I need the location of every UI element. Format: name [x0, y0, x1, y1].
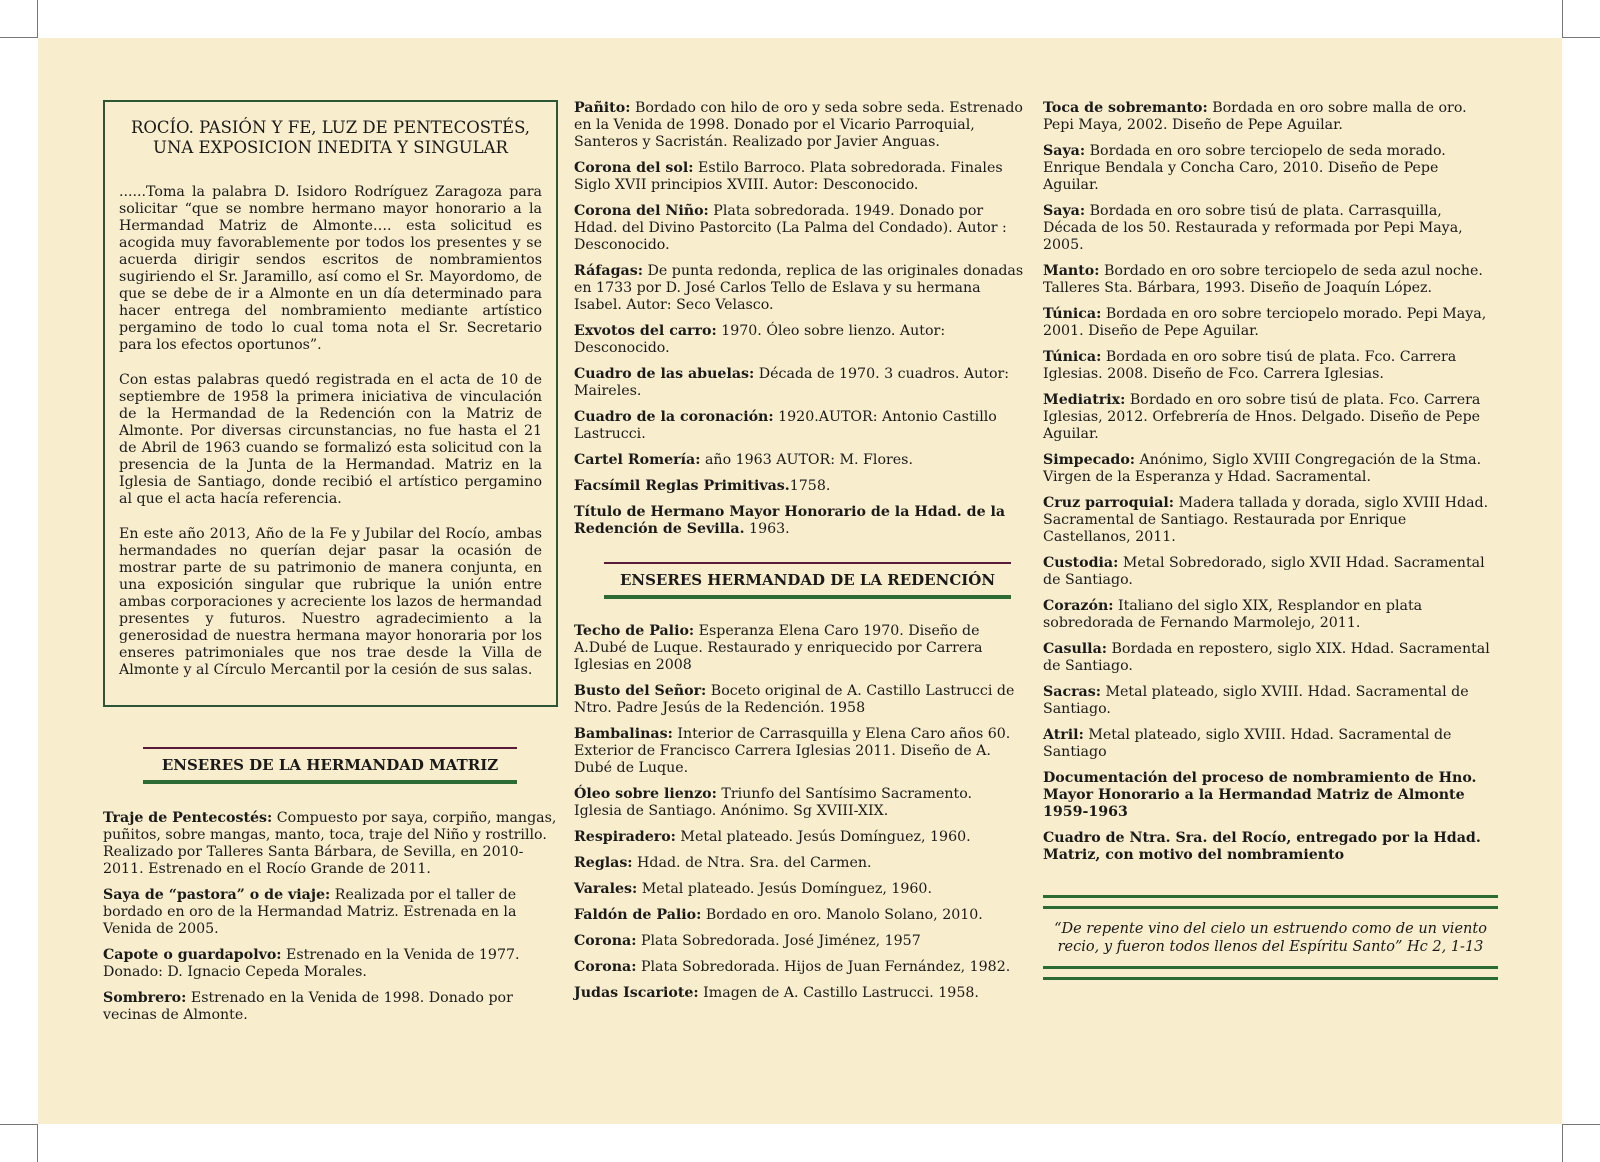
item-term: Corona del sol: — [574, 160, 694, 176]
intro-paragraph: ......Toma la palabra D. Isidoro Rodríguez Zaragoza para solicitar “que se nombre hermano mayor honorario a la Hermandad Matriz de Almonte…. esta solicitud es acogida muy favorablemente por todos los presentes y se acuerda dirigir sendos escritos de nombramientos sugiriendo el Sr. Jaramillo, así como el Sr. Mayordomo, de que se debe de ir a Almonte en un día determinado para hacer entrega del nombramiento mediante artístico pergamino de todo lo cual toma nota el Sr. Secretario para los efectos oportunos”. — [119, 184, 542, 353]
column-3 — [1043, 100, 1498, 980]
list-item — [1043, 452, 1498, 486]
redencion-list-continued — [1043, 100, 1498, 864]
item-desc: Metal plateado, siglo XVIII. Hdad. Sacramental de Santiago. — [1043, 684, 1469, 717]
item-term: Cartel Romería: — [574, 452, 701, 468]
item-desc: Estrenado en la Venida de 1998. Donado por vecinas de Almonte. — [103, 990, 513, 1023]
item-desc: 1963. — [744, 521, 790, 537]
list-item — [574, 683, 1024, 717]
item-desc: Estrenado en la Venida de 1977. Donado: D. Ignacio Cepeda Morales. — [103, 947, 520, 980]
item-term: Simpecado: — [1043, 452, 1136, 468]
list-item — [103, 810, 558, 878]
list-item — [574, 504, 1024, 538]
item-desc: Compuesto por saya, corpiño, mangas, puñitos, sobre mangas, manto, toca, traje del Niño y rostrillo. Realizado por Talleres Santa Bárbara, de Sevilla, en 2010-2011. Estrenado en el Rocío Grande de 2011. — [103, 810, 557, 877]
intro-paragraph: En este año 2013, Año de la Fe y Jubilar del Rocío, ambas hermandades no querían dejar pasar la ocasión de mostrar parte de su patrimonio de manera conjunta, en una exposición singular que rubrique la unión entre ambas corporaciones y acreciente los lazos de hermandad presentes y futuros. Nuestro agradecimiento a la generosidad de nuestra hermana mayor honoraria por los enseres patrimoniales que nos trae desde la Villa de Almonte y al Círculo Mercantil por la cesión de sus salas. — [119, 526, 542, 678]
item-term: Mediatrix: — [1043, 392, 1126, 408]
list-item — [574, 881, 1024, 898]
list-item — [574, 160, 1024, 194]
intro-title: ROCÍO. PASIÓN Y FE, LUZ DE PENTECOSTÉS, UNA EXPOSICION INEDITA Y SINGULAR — [130, 118, 531, 157]
list-item — [1043, 598, 1498, 632]
item-desc: 1970. Óleo sobre lienzo. Autor: Desconocido. — [574, 323, 946, 356]
item-term: Casulla: — [1043, 641, 1107, 657]
item-term: Sacras: — [1043, 684, 1101, 700]
list-item — [1043, 203, 1498, 254]
item-term: Cruz parroquial: — [1043, 495, 1175, 511]
item-desc: Metal Sobredorado, siglo XVII Hdad. Sacramental de Santiago. — [1043, 555, 1485, 588]
item-desc: Bordada en oro sobre tisú de plata. Fco. Carrera Iglesias. 2008. Diseño de Fco. Carrera Iglesias. — [1043, 349, 1457, 382]
item-term: Pañito: — [574, 100, 631, 116]
matriz-list-continued — [574, 100, 1024, 538]
item-desc: Boceto original de A. Castillo Lastrucci de Ntro. Padre Jesús de la Redención. 1958 — [574, 683, 1015, 716]
item-desc: Hdad. de Ntra. Sra. del Carmen. — [632, 855, 872, 871]
item-desc: Realizada por el taller de bordado en oro de la Hermandad Matriz. Estrenada en la Venida de 2005. — [103, 887, 517, 937]
item-term: Capote o guardapolvo: — [103, 947, 282, 963]
list-item — [1043, 555, 1498, 589]
item-term: Cuadro de Ntra. Sra. del Rocío, entregado por la Hdad. Matriz, con motivo del nombramiento — [1043, 830, 1481, 863]
crop-mark — [1562, 37, 1600, 38]
item-term: Corona: — [574, 933, 637, 949]
list-item — [1043, 100, 1498, 134]
item-term: Cuadro de la coronación: — [574, 409, 774, 425]
item-desc: Metal plateado, siglo XVIII. Hdad. Sacramental de Santiago — [1043, 727, 1452, 760]
item-desc: Imagen de A. Castillo Lastrucci. 1958. — [698, 985, 979, 1001]
item-desc: Bordado con hilo de oro y seda sobre seda. Estrenado en la Venida de 1998. Donado por el Vicario Parroquial, Santeros y Sacristán. Realizado por Javier Anguas. — [574, 100, 1023, 150]
item-desc: Década de 1970. 3 cuadros. Autor: Maireles. — [574, 366, 1010, 399]
item-desc: año 1963 AUTOR: M. Flores. — [700, 452, 913, 468]
list-item — [574, 907, 1024, 924]
item-term: Sombrero: — [103, 990, 187, 1006]
list-item — [1043, 349, 1498, 383]
item-desc: Bordada en oro sobre malla de oro. Pepi Maya, 2002. Diseño de Pepe Aguilar. — [1043, 100, 1467, 133]
list-item — [574, 323, 1024, 357]
item-term: Documentación del proceso de nombramiento de Hno. Mayor Honorario a la Hermandad Matriz de Almonte 1959-1963 — [1043, 770, 1477, 820]
item-term: Reglas: — [574, 855, 633, 871]
crop-mark — [37, 0, 38, 38]
item-desc: Bordada en oro sobre terciopelo de seda morado. Enrique Bendala y Concha Caro, 2010. Diseño de Pepe Aguilar. — [1043, 143, 1446, 193]
redencion-heading: ENSERES HERMANDAD DE LA REDENCIÓN — [604, 562, 1011, 599]
list-item — [574, 985, 1024, 1002]
item-desc: Bordada en oro sobre tisú de plata. Carrasquilla, Década de los 50. Restaurada y reformada por Pepi Maya, 2005. — [1043, 203, 1463, 253]
item-term: Respiradero: — [574, 829, 676, 845]
list-item — [574, 623, 1024, 674]
item-desc: 1920.AUTOR: Antonio Castillo Lastrucci. — [574, 409, 997, 442]
crop-mark — [1562, 1124, 1600, 1125]
list-item — [574, 366, 1024, 400]
item-desc: Bordada en repostero, siglo XIX. Hdad. Sacramental de Santiago. — [1043, 641, 1490, 674]
item-desc: Bordada en oro sobre terciopelo morado. Pepi Maya, 2001. Diseño de Pepe Aguilar. — [1043, 306, 1487, 339]
redencion-list — [574, 623, 1024, 1002]
list-item — [574, 829, 1024, 846]
item-term: Título de Hermano Mayor Honorario de la Hdad. de la Redención de Sevilla. — [574, 504, 1006, 537]
quote-rule-top — [1043, 895, 1498, 909]
item-desc: Plata Sobredorada. José Jiménez, 1957 — [636, 933, 921, 949]
item-term: Túnica: — [1043, 306, 1102, 322]
item-desc: Plata sobredorada. 1949. Donado por Hdad. del Divino Pastorcito (La Palma del Condado). Autor : Desconocido. — [574, 203, 1007, 253]
item-desc: Bordado en oro sobre tisú de plata. Fco. Carrera Iglesias, 2012. Orfebrería de Hnos. Delgado. Diseño de Pepe Aguilar. — [1043, 392, 1481, 442]
crop-mark — [0, 1124, 38, 1125]
item-term: Bambalinas: — [574, 726, 673, 742]
list-item — [574, 452, 1024, 469]
item-term: Custodia: — [1043, 555, 1119, 571]
quote: “De repente vino del cielo un estruendo como de un viento recio, y fueron todos llenos del Espíritu Santo” Hc 2, 1-13 — [1054, 921, 1487, 955]
intro-paragraph: Con estas palabras quedó registrada en el acta de 10 de septiembre de 1958 la primera iniciativa de vinculación de la Hermandad de la Redención con la Matriz de Almonte. Por diversas circunstancias, no fue hasta el 21 de Abril de 1963 cuando se formalizó esta solicitud con la presencia de la Junta de la Hermandad. Matriz en la Iglesia de Santiago, donde recibió el artístico pergamino al que el acta hacía referencia. — [119, 372, 542, 507]
list-item — [574, 786, 1024, 820]
list-item — [1043, 263, 1498, 297]
list-item — [574, 855, 1024, 872]
item-term: Manto: — [1043, 263, 1100, 279]
item-term: Corazón: — [1043, 598, 1114, 614]
list-item — [574, 726, 1024, 777]
column-2 — [574, 100, 1024, 1011]
column-1 — [103, 100, 558, 1033]
list-item — [1043, 830, 1498, 864]
item-term: Corona del Niño: — [574, 203, 709, 219]
list-item — [574, 959, 1024, 976]
item-term: Faldón de Palio: — [574, 907, 702, 923]
list-item — [1043, 392, 1498, 443]
item-desc: Anónimo, Siglo XVIII Congregación de la Stma. Virgen de la Esperanza y Hdad. Sacramental. — [1043, 452, 1482, 485]
item-term: Toca de sobremanto: — [1043, 100, 1208, 116]
item-desc: Madera tallada y dorada, siglo XVIII Hdad. Sacramental de Santiago. Restaurada por Enrique Castellanos, 2011. — [1043, 495, 1489, 545]
item-desc: Bordado en oro sobre terciopelo de seda azul noche. Talleres Sta. Bárbara, 1993. Diseño de Joaquín López. — [1043, 263, 1483, 296]
crop-mark — [1562, 1124, 1563, 1162]
list-item — [574, 409, 1024, 443]
intro-box — [103, 100, 558, 707]
list-item — [574, 263, 1024, 314]
item-desc: Triunfo del Santísimo Sacramento. Iglesia de Santiago. Anónimo. Sg XVIII-XIX. — [574, 786, 973, 819]
item-term: Techo de Palio: — [574, 623, 695, 639]
item-desc: Interior de Carrasquilla y Elena Caro años 60. Exterior de Francisco Carrera Iglesias 2011. Diseño de A. Dubé de Luque. — [574, 726, 1011, 776]
item-term: Ráfagas: — [574, 263, 643, 279]
list-item — [574, 933, 1024, 950]
item-desc: 1758. — [789, 478, 831, 494]
matriz-heading: ENSERES DE LA HERMANDAD MATRIZ — [143, 747, 517, 784]
item-term: Facsímil Reglas Primitivas. — [574, 478, 790, 494]
list-item — [1043, 306, 1498, 340]
item-desc: Metal plateado. Jesús Domínguez, 1960. — [637, 881, 932, 897]
item-term: Traje de Pentecostés: — [103, 810, 273, 826]
list-item — [574, 203, 1024, 254]
item-term: Saya de “pastora” o de viaje: — [103, 887, 331, 903]
list-item — [103, 887, 558, 938]
item-term: Corona: — [574, 959, 637, 975]
list-item — [103, 947, 558, 981]
quote-rule-bottom — [1043, 966, 1498, 980]
list-item — [574, 100, 1024, 151]
item-term: Atril: — [1043, 727, 1084, 743]
item-term: Túnica: — [1043, 349, 1102, 365]
item-desc: Estilo Barroco. Plata sobredorada. Finales Siglo XVII principios XVIII. Autor: Desconocido. — [574, 160, 1003, 193]
list-item — [1043, 684, 1498, 718]
list-item — [103, 990, 558, 1024]
list-item — [1043, 641, 1498, 675]
crop-mark — [0, 37, 38, 38]
item-term: Judas Iscariote: — [574, 985, 699, 1001]
list-item — [574, 478, 1024, 495]
item-desc: Plata Sobredorada. Hijos de Juan Fernández, 1982. — [636, 959, 1011, 975]
item-desc: Italiano del siglo XIX, Resplandor en plata sobredorada de Fernando Marmolejo, 2011. — [1043, 598, 1423, 631]
item-term: Cuadro de las abuelas: — [574, 366, 755, 382]
item-term: Saya: — [1043, 203, 1086, 219]
crop-mark — [1562, 0, 1563, 38]
item-desc: Bordado en oro. Manolo Solano, 2010. — [701, 907, 983, 923]
item-term: Varales: — [574, 881, 638, 897]
item-desc: Metal plateado. Jesús Domínguez, 1960. — [675, 829, 971, 845]
item-term: Saya: — [1043, 143, 1086, 159]
item-desc: De punta redonda, replica de las originales donadas en 1733 por D. José Carlos Tello de Eslava y su hermana Isabel. Autor: Seco Velasco. — [574, 263, 1024, 313]
list-item — [1043, 495, 1498, 546]
item-term: Exvotos del carro: — [574, 323, 717, 339]
list-item — [1043, 727, 1498, 761]
list-item — [1043, 770, 1498, 821]
item-term: Busto del Señor: — [574, 683, 707, 699]
item-desc: Esperanza Elena Caro 1970. Diseño de A.Dubé de Luque. Restaurado y enriquecido por Carrera Iglesias en 2008 — [574, 623, 983, 673]
crop-mark — [37, 1124, 38, 1162]
item-term: Óleo sobre lienzo: — [574, 786, 717, 802]
list-item — [1043, 143, 1498, 194]
matriz-list — [103, 810, 558, 1024]
